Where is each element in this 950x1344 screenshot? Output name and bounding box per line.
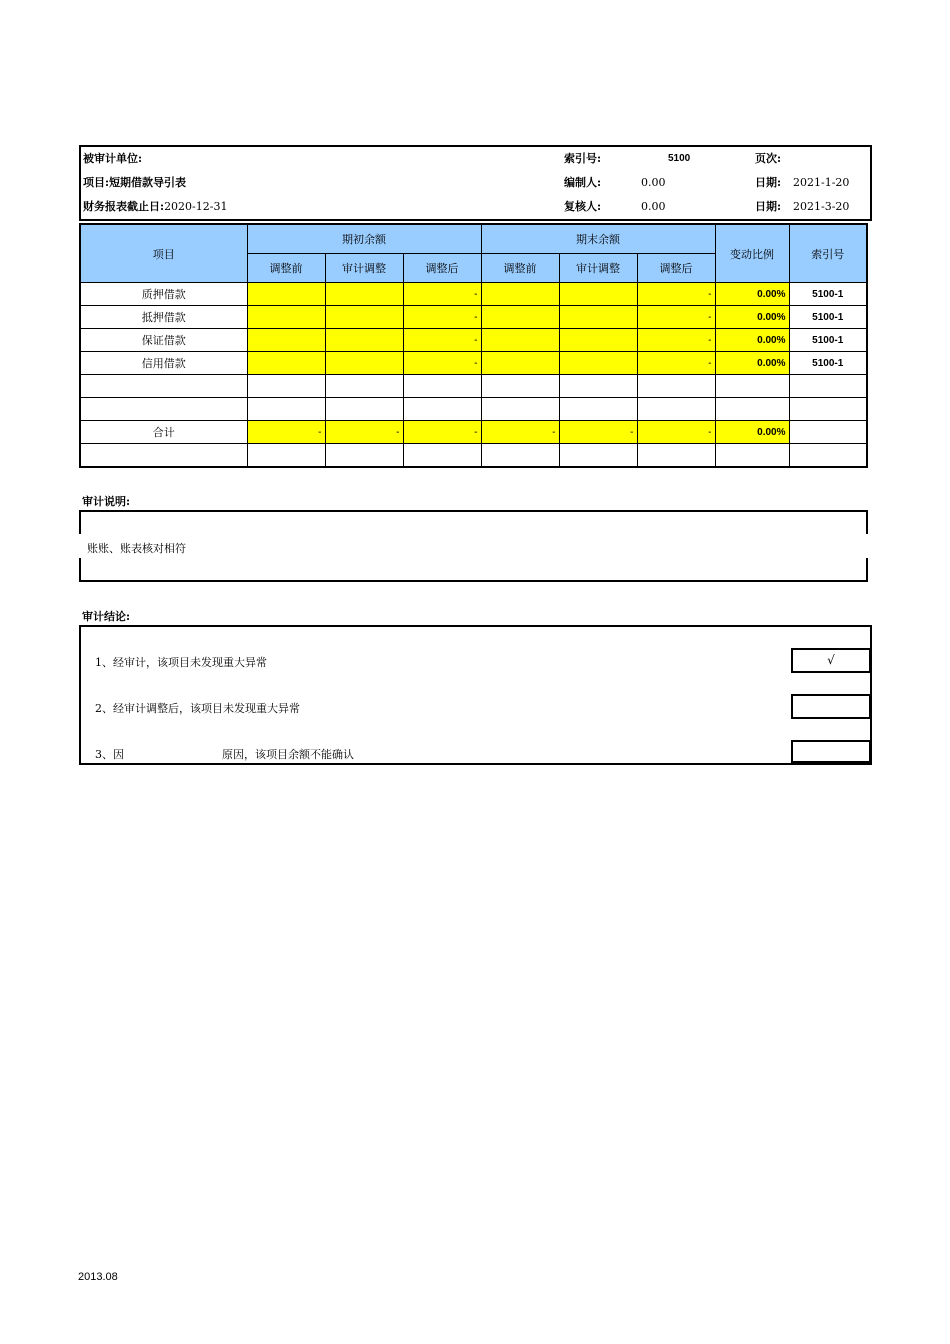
end-after-cell[interactable]: - <box>637 283 715 306</box>
desc-border-left-bottom <box>79 558 81 580</box>
check-mark-icon: √ <box>827 653 835 667</box>
header-info-box <box>79 145 872 221</box>
col-index-header: 索引号 <box>789 224 867 283</box>
report-date-line <box>83 200 227 214</box>
conclusion-check-1[interactable] <box>791 648 871 673</box>
conclusion-title: 审计结论: <box>82 610 131 623</box>
total-end-after[interactable]: - <box>637 421 715 444</box>
begin-after-cell[interactable]: - <box>403 329 481 352</box>
conclusion-item-3-suffix: 原因，该项目余额不能确认 <box>222 748 354 761</box>
begin-before-cell[interactable] <box>247 283 325 306</box>
index-no-label: 索引号: <box>564 152 602 165</box>
loan-guide-table <box>79 223 868 468</box>
audited-unit-label: 被审计单位: <box>83 152 143 165</box>
end-audit-cell[interactable] <box>559 283 637 306</box>
total-end-before[interactable]: - <box>481 421 559 444</box>
date2-value: 2021-3-20 <box>793 200 850 213</box>
change-cell[interactable]: 0.00% <box>715 352 789 375</box>
end-audit-cell[interactable] <box>559 306 637 329</box>
row-name: 保证借款 <box>80 329 247 352</box>
total-change[interactable]: 0.00% <box>715 421 789 444</box>
change-cell[interactable]: 0.00% <box>715 329 789 352</box>
total-row <box>80 421 867 444</box>
begin-before-cell[interactable] <box>247 329 325 352</box>
index-cell: 5100-1 <box>789 329 867 352</box>
empty-row <box>80 444 867 468</box>
date1-value: 2021-1-20 <box>793 176 850 189</box>
preparer-value: 0.00 <box>641 176 666 189</box>
description-box <box>79 510 868 582</box>
group-end-header: 期末余额 <box>481 224 715 254</box>
total-begin-before[interactable]: - <box>247 421 325 444</box>
table-row <box>80 329 867 352</box>
conclusion-item-2: 2、经审计调整后，该项目未发现重大异常 <box>95 702 300 715</box>
end-after-cell[interactable]: - <box>637 329 715 352</box>
empty-row <box>80 375 867 398</box>
end-before-cell[interactable] <box>481 306 559 329</box>
index-cell: 5100-1 <box>789 283 867 306</box>
sub-end-after: 调整后 <box>637 254 715 283</box>
conclusion-box <box>79 625 872 765</box>
conclusion-item-1: 1、经审计，该项目未发现重大异常 <box>95 656 267 669</box>
footer-version: 2013.08 <box>78 1271 118 1283</box>
table-row <box>80 306 867 329</box>
total-label: 合计 <box>80 421 247 444</box>
date1-label: 日期: <box>755 176 782 189</box>
sub-begin-after: 调整后 <box>403 254 481 283</box>
change-cell[interactable]: 0.00% <box>715 306 789 329</box>
conclusion-item-3-prefix: 3、因 <box>95 748 124 761</box>
begin-after-cell[interactable]: - <box>403 283 481 306</box>
change-cell[interactable]: 0.00% <box>715 283 789 306</box>
total-end-audit[interactable]: - <box>559 421 637 444</box>
page-label: 页次: <box>755 152 782 165</box>
end-audit-cell[interactable] <box>559 352 637 375</box>
row-name: 抵押借款 <box>80 306 247 329</box>
project-value: 短期借款导引表 <box>109 176 187 189</box>
sub-end-before: 调整前 <box>481 254 559 283</box>
reviewer-label: 复核人: <box>564 200 602 213</box>
begin-after-cell[interactable]: - <box>403 352 481 375</box>
reviewer-value: 0.00 <box>641 200 666 213</box>
row-name: 信用借款 <box>80 352 247 375</box>
total-begin-after[interactable]: - <box>403 421 481 444</box>
conclusion-check-3[interactable] <box>791 740 871 763</box>
col-item-header: 项目 <box>80 224 247 283</box>
end-after-cell[interactable]: - <box>637 306 715 329</box>
desc-border-right-top <box>866 512 868 534</box>
row-name: 质押借款 <box>80 283 247 306</box>
description-title: 审计说明: <box>82 495 131 508</box>
sub-end-audit: 审计调整 <box>559 254 637 283</box>
desc-border-left-top <box>79 512 81 534</box>
begin-before-cell[interactable] <box>247 352 325 375</box>
index-cell: 5100-1 <box>789 352 867 375</box>
index-no-value: 5100 <box>668 153 691 164</box>
project-label: 项目: <box>83 176 110 189</box>
description-text: 账账、账表核对相符 <box>87 542 186 555</box>
begin-audit-cell[interactable] <box>325 329 403 352</box>
end-audit-cell[interactable] <box>559 329 637 352</box>
begin-after-cell[interactable]: - <box>403 306 481 329</box>
sub-begin-before: 调整前 <box>247 254 325 283</box>
begin-before-cell[interactable] <box>247 306 325 329</box>
date2-label: 日期: <box>755 200 782 213</box>
table-row <box>80 352 867 375</box>
col-change-header: 变动比例 <box>715 224 789 283</box>
end-before-cell[interactable] <box>481 352 559 375</box>
end-before-cell[interactable] <box>481 283 559 306</box>
empty-row <box>80 398 867 421</box>
project-line <box>83 176 186 190</box>
end-after-cell[interactable]: - <box>637 352 715 375</box>
table-row <box>80 283 867 306</box>
report-date-value: 2020-12-31 <box>164 200 228 213</box>
conclusion-check-2[interactable] <box>791 694 871 719</box>
end-before-cell[interactable] <box>481 329 559 352</box>
begin-audit-cell[interactable] <box>325 306 403 329</box>
group-begin-header: 期初余额 <box>247 224 481 254</box>
begin-audit-cell[interactable] <box>325 283 403 306</box>
index-cell: 5100-1 <box>789 306 867 329</box>
total-begin-audit[interactable]: - <box>325 421 403 444</box>
desc-border-right-bottom <box>866 558 868 580</box>
begin-audit-cell[interactable] <box>325 352 403 375</box>
preparer-label: 编制人: <box>564 176 602 189</box>
report-date-label: 财务报表截止日: <box>83 200 165 213</box>
sub-begin-audit: 审计调整 <box>325 254 403 283</box>
